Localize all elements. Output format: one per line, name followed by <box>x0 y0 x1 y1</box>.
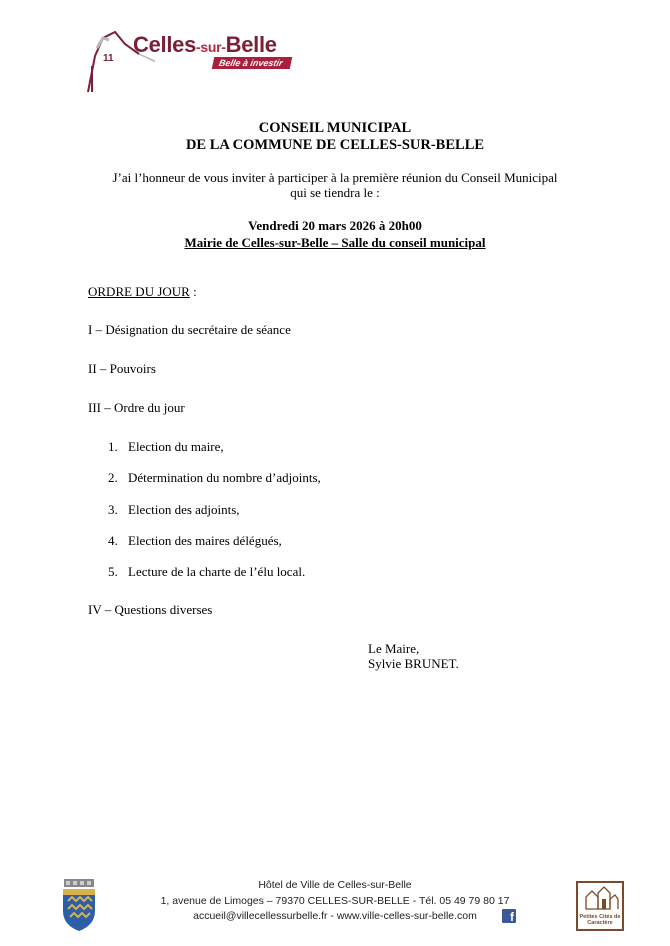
footer-address: 1, avenue de Limoges – 79370 CELLES-SUR-BELLE - Tél. 05 49 79 80 17 <box>160 895 510 907</box>
agenda-item: III – Ordre du jour <box>88 400 185 415</box>
sub-item-number: 4. <box>108 533 118 548</box>
sub-item-number: 1. <box>108 439 118 454</box>
sub-item-text: Election du maire, <box>128 439 224 454</box>
title-line-1: CONSEIL MUNICIPAL <box>258 120 412 136</box>
agenda-item: IV – Questions diverses <box>88 602 213 617</box>
logo-wordmark: Celles-sur-Belle <box>133 32 277 57</box>
badge-label: Petites Cités de Caractère <box>579 914 621 926</box>
meeting-place: Mairie de Celles-sur-Belle – Salle du conseil municipal <box>184 235 486 250</box>
celles-sur-belle-logo <box>85 26 300 96</box>
castle-icon <box>578 883 622 913</box>
logo-slogan: Belle à investir <box>212 57 292 69</box>
agenda-heading-label: ORDRE DU JOUR <box>88 284 190 299</box>
signature-role: Le Maire, <box>368 641 420 656</box>
meeting-date: Vendredi 20 mars 2026 à 20h00 <box>248 218 422 233</box>
signature-name: Sylvie BRUNET. <box>368 656 459 671</box>
invitation-line-1: J’ai l’honneur de vous inviter à participer à la première réunion du Conseil Municipal <box>112 170 558 185</box>
agenda-sub-item <box>108 564 305 580</box>
sub-item-number: 3. <box>108 502 118 517</box>
agenda-sub-item <box>108 502 240 518</box>
footer-contact: accueil@villecellessurbelle.fr - www.ville-celles-sur-belle.com <box>193 910 477 922</box>
agenda-heading-suffix: : <box>189 284 197 299</box>
sub-item-text: Détermination du nombre d’adjoints, <box>128 470 321 485</box>
sub-item-number: 2. <box>108 470 118 485</box>
agenda-sub-item <box>108 470 321 486</box>
meeting-place-row <box>0 234 670 251</box>
petites-cites-de-caractere-badge <box>576 881 624 931</box>
agenda-sub-item <box>108 439 224 455</box>
agenda-heading <box>88 284 197 300</box>
sub-item-text: Election des adjoints, <box>128 502 240 517</box>
invitation-line-2: qui se tiendra le : <box>290 185 380 200</box>
footer-address-title: Hôtel de Ville de Celles-sur-Belle <box>258 879 412 891</box>
title-line-2: DE LA COMMUNE DE CELLES-SUR-BELLE <box>185 137 485 153</box>
agenda-item: I – Désignation du secrétaire de séance <box>88 322 291 337</box>
agenda-item: II – Pouvoirs <box>88 361 156 376</box>
sub-item-text: Election des maires délégués, <box>128 533 282 548</box>
logo-number: 11 <box>103 53 114 64</box>
facebook-glyph: f <box>510 910 514 924</box>
sub-item-text: Lecture de la charte de l’élu local. <box>128 564 306 579</box>
sub-item-number: 5. <box>108 564 118 579</box>
facebook-icon[interactable] <box>502 909 516 923</box>
agenda-sub-item <box>108 533 282 549</box>
